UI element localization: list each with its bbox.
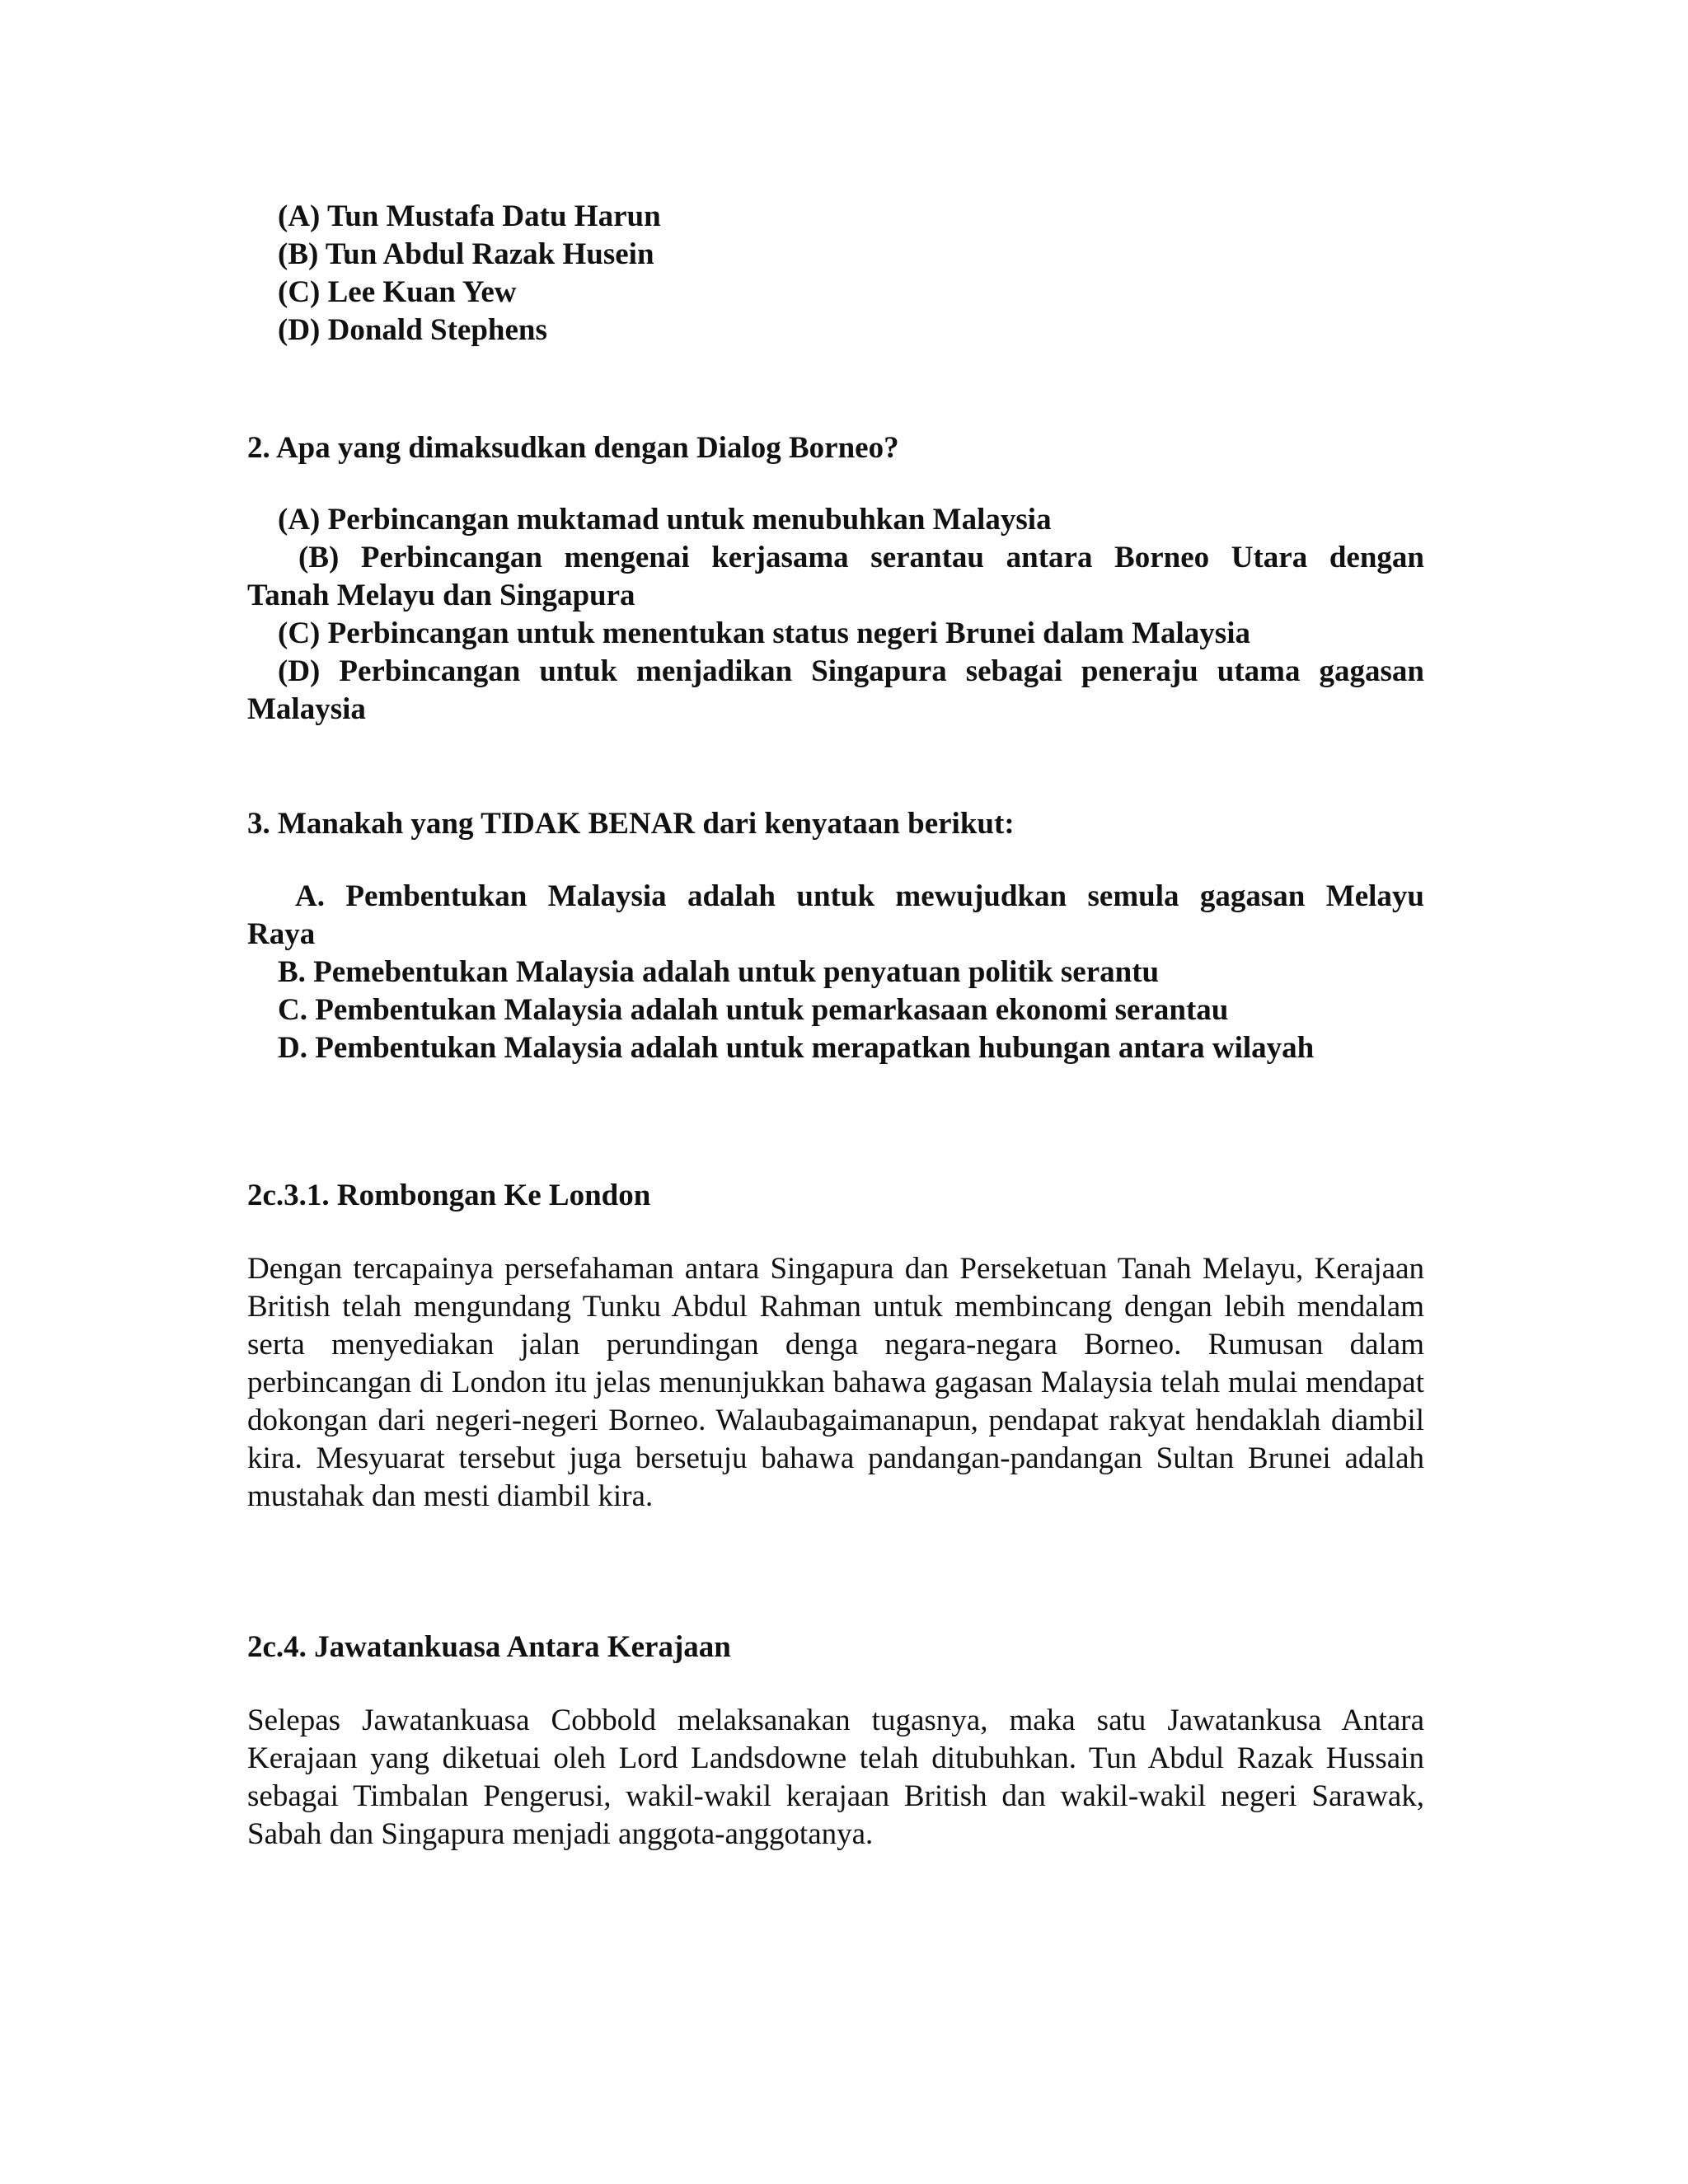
q2-option-b-line2: Tanah Melayu dan Singapura <box>247 579 635 612</box>
q3-option-a-line1: A. Pembentukan Malaysia adalah untuk mewujudkan semula gagasan Melayu <box>295 879 1424 913</box>
q2-option-c: (C) Perbincangan untuk menentukan status negeri Brunei dalam Malaysia <box>278 616 1250 650</box>
q2-question: 2. Apa yang dimaksudkan dengan Dialog Borneo? <box>247 431 899 465</box>
q3-option-b: B. Pemebentukan Malaysia adalah untuk penyatuan politik serantu <box>278 955 1160 989</box>
section-heading-london: 2c.3.1. Rombongan Ke London <box>247 1179 651 1212</box>
q2-option-a: (A) Perbincangan muktamad untuk menubuhkan Malaysia <box>278 503 1052 537</box>
q1-option-b: (B) Tun Abdul Razak Husein <box>278 237 654 271</box>
q2-option-b-line1: (B) Perbincangan mengenai kerjasama serantau antara Borneo Utara dengan <box>298 541 1424 574</box>
q1-option-d: (D) Donald Stephens <box>278 313 547 347</box>
q2-option-d-line2: Malaysia <box>247 692 366 726</box>
section-body-committee: Selepas Jawatankuasa Cobbold melaksanakan tugasnya, maka satu Jawatankusa Antara Kerajaan yang diketuai oleh Lord Landsdowne telah ditubuhkan. Tun Abdul Razak Hussain sebagai Timbalan Pengerusi, wakil-wakil kerajaan British dan wakil-wakil negeri Sarawak, Sabah dan Singapura menjadi anggota-anggotanya. <box>247 1704 1424 1851</box>
section-heading-committee: 2c.4. Jawatankuasa Antara Kerajaan <box>247 1630 731 1664</box>
q3-option-c: C. Pembentukan Malaysia adalah untuk pemarkasaan ekonomi serantau <box>278 993 1229 1027</box>
section-body-london: Dengan tercapainya persefahaman antara Singapura dan Perseketuan Tanah Melayu, Kerajaan British telah mengundang Tunku Abdul Rahman untuk membincang dengan lebih mendalam serta menyediakan jalan perundingan denga negara-negara Borneo. Rumusan dalam perbincangan di London itu jelas menunjukkan bahawa gagasan Malaysia telah mulai mendapat dokongan dari negeri-negeri Borneo. Walaubagaimanapun, pendapat rakyat hendaklah diambil kira. Mesyuarat tersebut juga bersetuju bahawa pandangan-pandangan Sultan Brunei adalah mustahak dan mesti diambil kira. <box>247 1252 1424 1513</box>
q3-option-a-line2: Raya <box>247 917 316 951</box>
q3-question: 3. Manakah yang TIDAK BENAR dari kenyataan berikut: <box>247 807 1015 841</box>
q3-option-d: D. Pembentukan Malaysia adalah untuk merapatkan hubungan antara wilayah <box>278 1031 1315 1065</box>
q2-option-d-line1: (D) Perbincangan untuk menjadikan Singapura sebagai peneraju utama gagasan <box>278 654 1424 688</box>
q1-option-a: (A) Tun Mustafa Datu Harun <box>278 199 661 233</box>
q1-option-c: (C) Lee Kuan Yew <box>278 275 517 309</box>
